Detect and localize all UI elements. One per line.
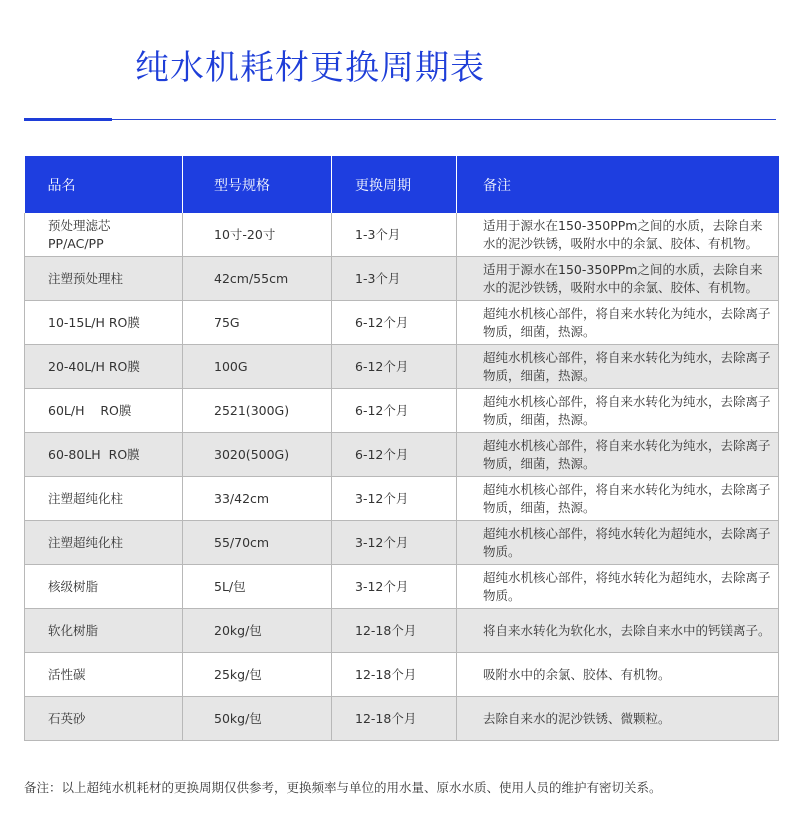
cell-cycle: 6-12个月 (332, 301, 457, 345)
cell-name: 石英砂 (25, 697, 183, 741)
cell-note: 去除自来水的泥沙铁锈、微颗粒。 (457, 697, 779, 741)
cell-model: 2521(300G) (183, 389, 332, 433)
cell-note: 吸附水中的余氯、胶体、有机物。 (457, 653, 779, 697)
cell-model: 5L/包 (183, 565, 332, 609)
cell-name: 注塑预处理柱 (25, 257, 183, 301)
cell-name: 活性碳 (25, 653, 183, 697)
cell-note: 适用于源水在150-350PPm之间的水质，去除自来水的泥沙铁锈，吸附水中的余氯、胶体、有机物。 (457, 213, 779, 257)
table-body (25, 213, 779, 741)
cell-cycle: 12-18个月 (332, 609, 457, 653)
table-row (25, 389, 779, 433)
cell-model: 25kg/包 (183, 653, 332, 697)
consumables-table (24, 156, 779, 741)
table-row (25, 653, 779, 697)
cell-model: 75G (183, 301, 332, 345)
cell-note: 超纯水机核心部件，将自来水转化为纯水，去除离子物质，细菌，热源。 (457, 389, 779, 433)
table-row (25, 433, 779, 477)
table-row (25, 301, 779, 345)
cell-name: 10-15L/H RO膜 (25, 301, 183, 345)
title-underline (112, 119, 776, 120)
cell-note: 将自来水转化为软化水，去除自来水中的钙镁离子。 (457, 609, 779, 653)
table-row (25, 521, 779, 565)
header-cycle: 更换周期 (332, 156, 457, 213)
cell-cycle: 12-18个月 (332, 653, 457, 697)
cell-cycle: 12-18个月 (332, 697, 457, 741)
cell-model: 42cm/55cm (183, 257, 332, 301)
cell-cycle: 3-12个月 (332, 521, 457, 565)
footnote: 备注：以上超纯水机耗材的更换周期仅供参考，更换频率与单位的用水量、原水水质、使用人员的维护有密切关系。 (24, 780, 662, 795)
cell-model: 100G (183, 345, 332, 389)
cell-model: 3020(500G) (183, 433, 332, 477)
header-name: 品名 (25, 156, 183, 213)
cell-note: 超纯水机核心部件，将纯水转化为超纯水，去除离子物质。 (457, 565, 779, 609)
table-header (25, 156, 779, 213)
table-row (25, 213, 779, 257)
table-row (25, 697, 779, 741)
cell-name: 60L/H RO膜 (25, 389, 183, 433)
title-underline-accent (24, 118, 112, 121)
header-model: 型号规格 (183, 156, 332, 213)
cell-cycle: 3-12个月 (332, 565, 457, 609)
page-title: 纯水机耗材更换周期表 (135, 48, 485, 88)
cell-cycle: 6-12个月 (332, 345, 457, 389)
cell-note: 超纯水机核心部件，将自来水转化为纯水，去除离子物质，细菌，热源。 (457, 301, 779, 345)
table-row (25, 477, 779, 521)
cell-cycle: 3-12个月 (332, 477, 457, 521)
cell-cycle: 1-3个月 (332, 213, 457, 257)
cell-model: 20kg/包 (183, 609, 332, 653)
cell-note: 适用于源水在150-350PPm之间的水质，去除自来水的泥沙铁锈，吸附水中的余氯、胶体、有机物。 (457, 257, 779, 301)
cell-model: 50kg/包 (183, 697, 332, 741)
cell-note: 超纯水机核心部件，将自来水转化为纯水，去除离子物质，细菌，热源。 (457, 433, 779, 477)
table-row (25, 345, 779, 389)
cell-note: 超纯水机核心部件，将纯水转化为超纯水，去除离子物质。 (457, 521, 779, 565)
cell-name: 注塑超纯化柱 (25, 521, 183, 565)
cell-name: 核级树脂 (25, 565, 183, 609)
table-row (25, 257, 779, 301)
cell-name: 注塑超纯化柱 (25, 477, 183, 521)
cell-name: 60-80LH RO膜 (25, 433, 183, 477)
cell-name: 预处理滤芯 PP/AC/PP (25, 213, 183, 257)
cell-model: 10寸-20寸 (183, 213, 332, 257)
cell-name: 软化树脂 (25, 609, 183, 653)
table-row (25, 565, 779, 609)
cell-note: 超纯水机核心部件，将自来水转化为纯水，去除离子物质，细菌，热源。 (457, 477, 779, 521)
table-row (25, 609, 779, 653)
header-note: 备注 (457, 156, 779, 213)
cell-cycle: 6-12个月 (332, 389, 457, 433)
cell-cycle: 6-12个月 (332, 433, 457, 477)
cell-model: 33/42cm (183, 477, 332, 521)
cell-name: 20-40L/H RO膜 (25, 345, 183, 389)
cell-note: 超纯水机核心部件，将自来水转化为纯水，去除离子物质，细菌，热源。 (457, 345, 779, 389)
cell-model: 55/70cm (183, 521, 332, 565)
cell-cycle: 1-3个月 (332, 257, 457, 301)
